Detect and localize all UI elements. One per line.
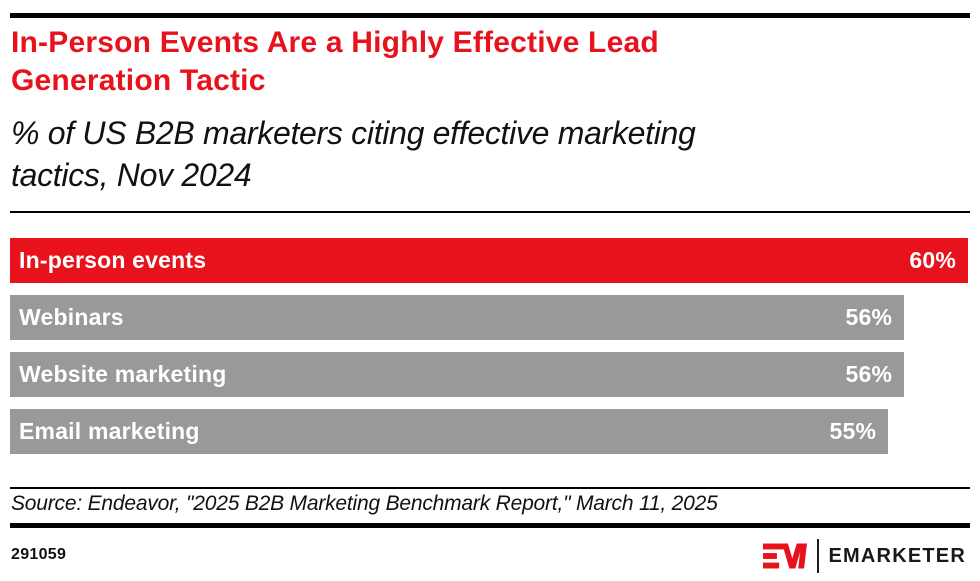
- chart-subtitle-line-2: tactics, Nov 2024: [11, 157, 252, 193]
- bar-value-label: 56%: [845, 361, 893, 387]
- bar-value-label: 55%: [829, 418, 877, 444]
- emarketer-brand-lockup: [763, 538, 966, 574]
- top-rule: [10, 13, 970, 18]
- chart-title-line-1: In-Person Events Are a Highly Effective Lead: [11, 26, 659, 59]
- footer-divider-rule: [10, 523, 970, 528]
- bar-category-label: Website marketing: [19, 361, 227, 387]
- emarketer-em-icon: [763, 542, 807, 570]
- emarketer-wordmark: EMARKETER: [828, 544, 966, 567]
- bar-in-person-events: [10, 238, 968, 283]
- chart-subtitle: [11, 112, 961, 196]
- source-note: Source: Endeavor, "2025 B2B Marketing Benchmark Report," March 11, 2025: [11, 492, 718, 515]
- bar-category-label: In-person events: [19, 247, 207, 273]
- chart-number: 291059: [11, 546, 67, 563]
- bar-category-label: Email marketing: [19, 418, 200, 444]
- brand-divider-line: [817, 539, 819, 573]
- bar-value-label: 56%: [845, 304, 893, 330]
- header-divider-rule: [10, 211, 970, 213]
- bar-webinars: [10, 295, 904, 340]
- bar-email-marketing: [10, 409, 888, 454]
- bar-chart-area: [10, 238, 968, 466]
- bar-value-label: 60%: [909, 247, 956, 273]
- source-divider-rule: [10, 487, 970, 489]
- bar-website-marketing: [10, 352, 904, 397]
- chart-subtitle-line-1: % of US B2B marketers citing effective marketing: [11, 115, 696, 151]
- chart-title-line-2: Generation Tactic: [11, 64, 266, 97]
- bar-category-label: Webinars: [19, 304, 124, 330]
- chart-title: [11, 24, 961, 100]
